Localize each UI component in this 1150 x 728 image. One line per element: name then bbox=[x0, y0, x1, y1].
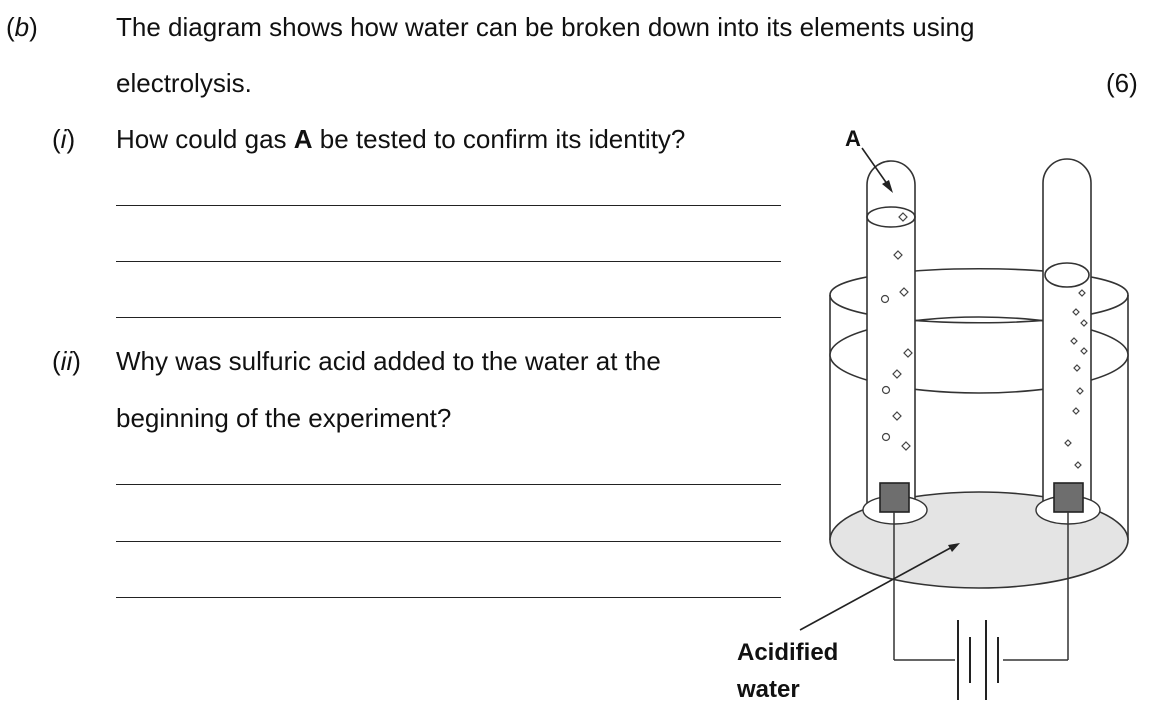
right-test-tube bbox=[1043, 159, 1091, 515]
answer-line-ii-3[interactable] bbox=[116, 597, 781, 598]
acidified-water-label-line-1: Acidified bbox=[737, 639, 839, 666]
answer-line-ii-2[interactable] bbox=[116, 541, 781, 542]
marks-allocation: (6) bbox=[1106, 68, 1138, 98]
acidified-water-label-line-2: water bbox=[737, 676, 800, 703]
gas-a-label: A bbox=[845, 126, 861, 151]
right-electrode bbox=[1054, 483, 1083, 512]
battery-symbol bbox=[958, 620, 998, 700]
intro-text-line-2: electrolysis. bbox=[116, 68, 252, 98]
left-test-tube bbox=[867, 161, 915, 515]
answer-line-i-1[interactable] bbox=[116, 205, 781, 206]
left-electrode bbox=[880, 483, 909, 512]
question-i-number: (i) bbox=[52, 124, 76, 154]
answer-line-i-3[interactable] bbox=[116, 317, 781, 318]
answer-line-ii-1[interactable] bbox=[116, 484, 781, 485]
part-label: (b) bbox=[6, 12, 38, 42]
intro-text-line-1: The diagram shows how water can be broken down into its elements using bbox=[116, 12, 975, 42]
question-ii-text-line-1: Why was sulfuric acid added to the water at the bbox=[116, 346, 661, 376]
question-i-text: How could gas A be tested to confirm its identity? bbox=[116, 124, 686, 154]
electrolysis-diagram bbox=[730, 115, 1140, 720]
answer-line-i-2[interactable] bbox=[116, 261, 781, 262]
question-ii-text-line-2: beginning of the experiment? bbox=[116, 403, 452, 433]
question-ii-number: (ii) bbox=[52, 346, 81, 376]
